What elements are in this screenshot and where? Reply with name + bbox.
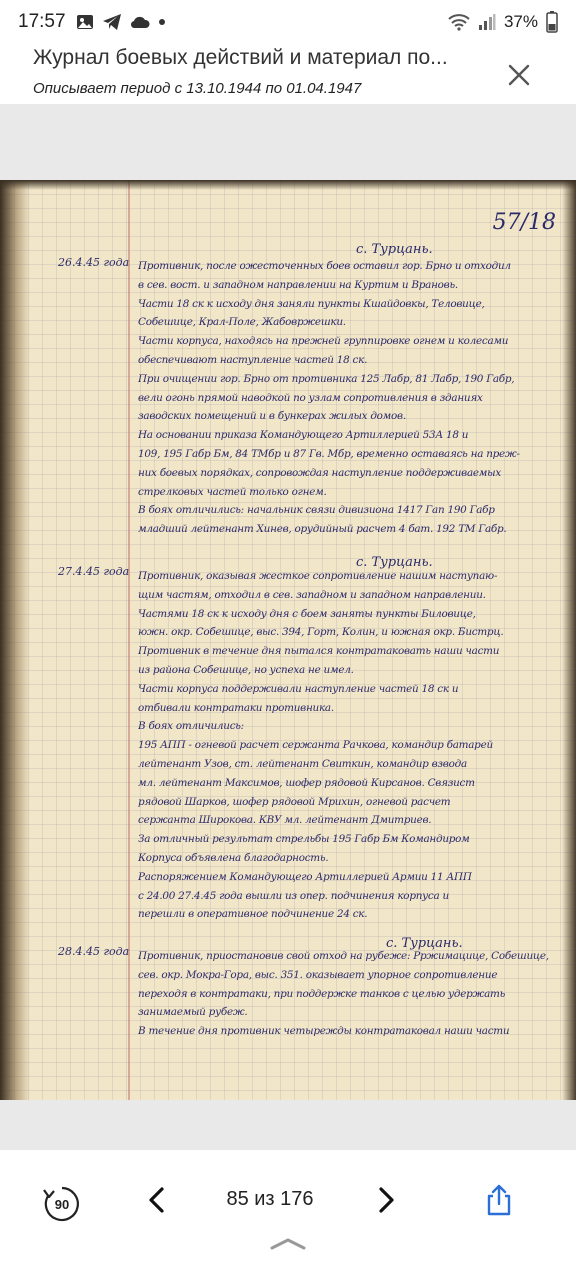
speed-icon bbox=[40, 1182, 84, 1222]
handwritten-line: с 24.00 27.4.45 года вышли из опер. подчинения корпуса и bbox=[138, 889, 449, 902]
handwritten-line: рядовой Шарков, шофер рядовой Мрихин, огневой расчет bbox=[138, 795, 451, 808]
handwritten-line: них боевых порядках, сопровождая наступление поддерживаемых bbox=[138, 466, 501, 479]
handwritten-line: лейтенант Узов, ст. лейтенант Свиткин, командир взвода bbox=[138, 758, 467, 770]
handwritten-line: В течение дня противник четырежды контратаковал наши части bbox=[138, 1025, 510, 1038]
handwritten-line: занимаемый рубеж. bbox=[138, 1006, 248, 1019]
status-time: 17:57 bbox=[18, 11, 66, 32]
document-viewer[interactable] bbox=[0, 104, 576, 1150]
archival-page-image[interactable] bbox=[0, 180, 576, 1100]
handwritten-line: Частями 18 ск к исходу дня с боем заняты пункты Биловице, bbox=[138, 607, 476, 620]
handwritten-line: южн. окр. Собешице, выс. 394, Горт, Колин, и южная окр. Бистрц. bbox=[138, 626, 504, 639]
handwritten-line: щим частям, отходил в сев. западном и западном направлении. bbox=[138, 588, 486, 601]
document-title: Журнал боевых действий и материал по... bbox=[33, 46, 448, 69]
handwritten-line: мл. лейтенант Максимов, шофер рядовой Кирсанов. Связист bbox=[138, 776, 475, 789]
share-button[interactable] bbox=[484, 1184, 514, 1216]
document-period: Описывает период с 13.10.1944 по 01.04.1947 bbox=[33, 80, 362, 97]
next-page-button[interactable] bbox=[374, 1186, 398, 1214]
handwritten-line: Части 18 ск к исходу дня заняли пункты Кшайдовкы, Теловице, bbox=[138, 297, 485, 310]
speed-label: 90 bbox=[54, 1197, 70, 1212]
battery-percent: 37% bbox=[503, 12, 538, 31]
handwritten-line: Противник в течение дня пытался контратаковать наши части bbox=[138, 645, 500, 658]
handwritten-line: обеспечивают наступление частей 18 ск. bbox=[138, 354, 368, 366]
chevron-right-icon bbox=[374, 1186, 398, 1214]
chevron-up-icon bbox=[268, 1236, 308, 1252]
handwritten-line: За отличный результат стрельбы 195 Габр Бм Командиром bbox=[138, 833, 470, 846]
entry-place: с. Турцань. bbox=[356, 555, 433, 570]
handwritten-line: стрелковых частей только огнем. bbox=[138, 485, 327, 498]
handwritten-line: в сев. вост. и западном направлении на Куртим и Врановь. bbox=[138, 278, 458, 291]
handwritten-line: В боях отличились: начальник связи дивизиона 1417 Гап 190 Габр bbox=[138, 504, 495, 517]
handwritten-line: заводских помещений и в бункерах жилых домов. bbox=[138, 410, 406, 423]
speed-button[interactable] bbox=[40, 1182, 84, 1222]
status-bar bbox=[0, 0, 576, 44]
handwritten-line: переходя в контратаки, при поддержке танков с целью удержать bbox=[138, 987, 506, 1000]
bottom-toolbar bbox=[0, 1150, 576, 1280]
page-stamp: 57/18 bbox=[492, 210, 556, 235]
handwritten-line: Корпуса объявлена благодарность. bbox=[138, 852, 329, 864]
gallery-icon bbox=[76, 14, 94, 30]
entry-date: 26.4.45 года bbox=[58, 256, 130, 269]
telegram-icon bbox=[102, 13, 122, 31]
entry-place: с. Турцань. bbox=[356, 242, 433, 257]
handwritten-line: Части корпуса, находясь на прежней группировке огнем и колесами bbox=[138, 335, 509, 348]
handwritten-line: сержанта Широкова. КВУ мл. лейтенант Дмитриев. bbox=[138, 814, 432, 827]
signal-icon bbox=[478, 13, 496, 31]
handwritten-line: 109, 195 Габр Бм, 84 ТМбр и 87 Гв. Мбр, временно оставаясь на преж- bbox=[138, 448, 520, 460]
handwritten-line: Противник, после ожесточенных боев оставил гор. Брно и отходил bbox=[138, 260, 511, 272]
previous-page-button[interactable] bbox=[145, 1186, 169, 1214]
entry-date: 27.4.45 года bbox=[58, 565, 130, 578]
dot-icon bbox=[158, 18, 166, 26]
status-system-icons bbox=[448, 11, 558, 33]
document-header bbox=[0, 44, 576, 104]
entry-place: с. Турцань. bbox=[386, 936, 463, 951]
close-button[interactable] bbox=[504, 60, 534, 90]
handwritten-line: отбивали контратаки противника. bbox=[138, 701, 334, 714]
page-counter: 85 из 176 bbox=[226, 1188, 314, 1210]
battery-icon bbox=[546, 11, 558, 33]
handwritten-line: При очищении гор. Брно от противника 125 Лабр, 81 Лабр, 190 Габр, bbox=[138, 372, 515, 385]
handwritten-line: Части корпуса поддерживали наступление частей 18 ск и bbox=[138, 682, 459, 695]
handwritten-line: сев. окр. Мокра-Гора, выс. 351. оказывает упорное сопротивление bbox=[138, 968, 498, 981]
handwritten-line: вели огонь прямой наводкой по узлам сопротивления в зданиях bbox=[138, 391, 483, 404]
handwritten-line: На основании приказа Командующего Артиллерией 53А 18 и bbox=[138, 429, 469, 442]
handwritten-line: из района Собешице, но успеха не имел. bbox=[138, 664, 354, 676]
handwritten-line: Противник, приостановив свой отход на рубеже: Рржимацице, Собешице, bbox=[138, 950, 549, 962]
handwritten-line: Противник, оказывая жесткое сопротивление нашим наступаю- bbox=[138, 570, 498, 582]
wifi-icon bbox=[448, 13, 470, 31]
page-top-edge bbox=[0, 180, 576, 190]
home-gesture-handle[interactable] bbox=[268, 1236, 308, 1252]
close-icon bbox=[504, 60, 534, 90]
handwritten-line: перешли в оперативное подчинение 24 ск. bbox=[138, 908, 368, 921]
handwritten-line: младший лейтенант Хинев, орудийный расчет 4 бат. 192 ТМ Габр. bbox=[138, 523, 507, 536]
handwritten-line: Собешице, Крал-Поле, Жабовржешки. bbox=[138, 316, 346, 329]
chevron-left-icon bbox=[145, 1186, 169, 1214]
share-icon bbox=[484, 1184, 514, 1216]
status-notification-icons bbox=[76, 13, 166, 31]
page-margin-line bbox=[128, 180, 130, 1100]
handwritten-line: Распоряжением Командующего Артиллерией Армии 11 АПП bbox=[138, 870, 472, 883]
handwritten-line: 195 АПП - огневой расчет сержанта Рачкова, командир батарей bbox=[138, 739, 493, 752]
cloud-icon bbox=[130, 15, 150, 29]
handwritten-line: В боях отличились: bbox=[138, 720, 244, 733]
entry-date: 28.4.45 года bbox=[58, 945, 130, 958]
